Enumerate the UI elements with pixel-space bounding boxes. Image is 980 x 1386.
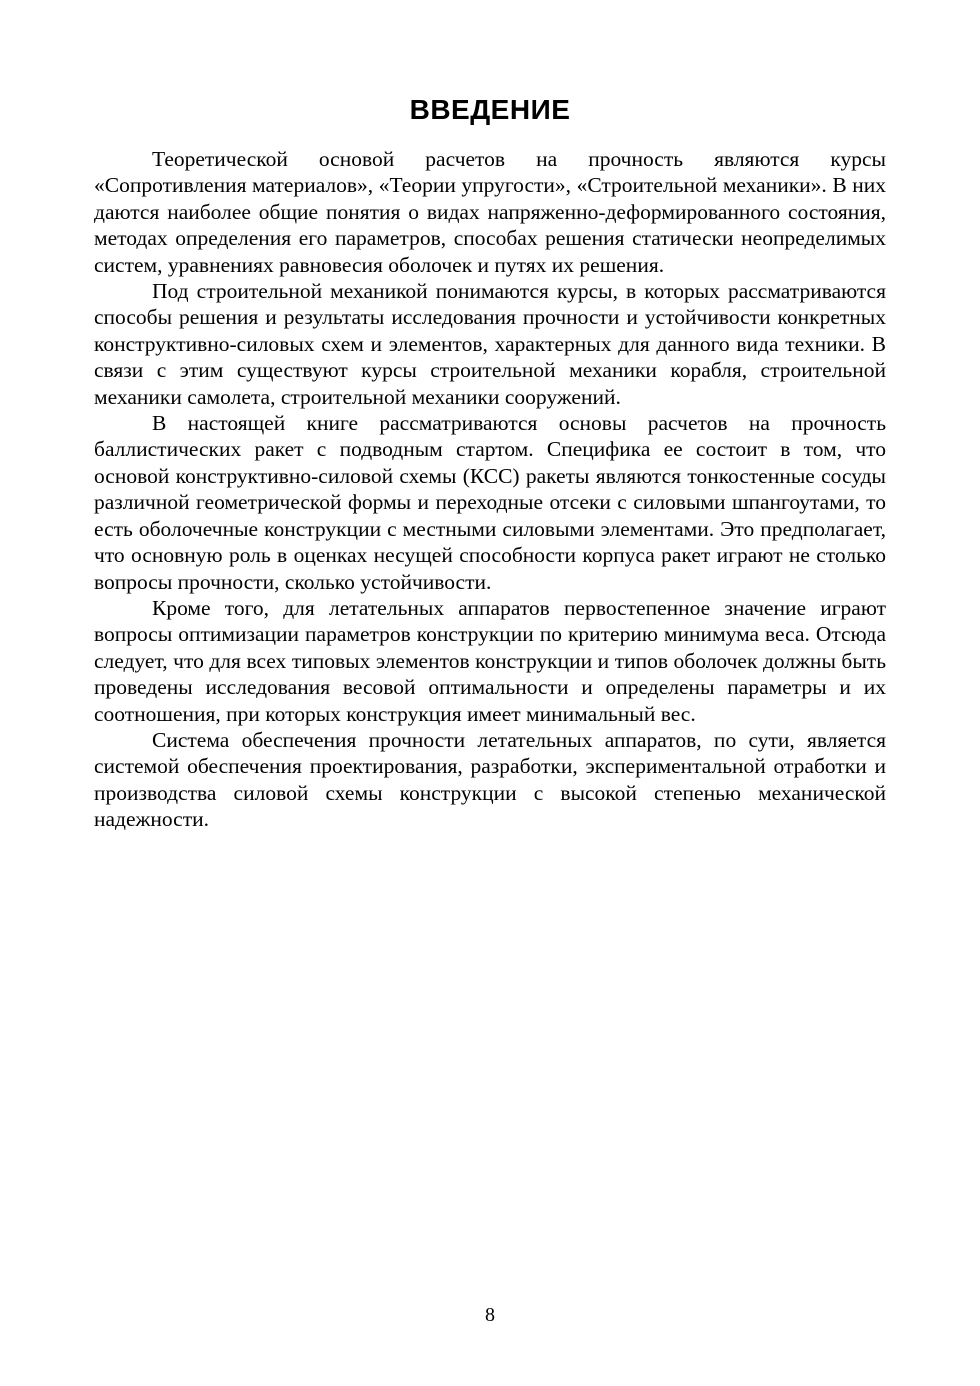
paragraph-5: Система обеспечения прочности летательных аппаратов, по сути, является системой обеспечения проектирования, разработки, экспериментальной отработки и производства силовой схемы конструкции с высокой степенью механической надежности. [94, 727, 886, 832]
page-title: ВВЕДЕНИЕ [409, 94, 571, 125]
paragraph-4: Кроме того, для летательных аппаратов первостепенное значение играют вопросы оптимизации параметров конструкции по критерию минимума веса. Отсюда следует, что для всех типовых элементов конструкции и типов оболочек должны быть проведены исследования весовой оптимальности и определены параметры и их соотношения, при которых конструкция имеет минимальный вес. [94, 595, 886, 726]
paragraph-3: В настоящей книге рассматриваются основы расчетов на прочность баллистических ракет с подводным стартом. Специфика ее состоит в том, что основой конструктивно-силовой схемы (КСС) ракеты являются тонкостенные сосуды различной геометрической формы и переходные отсеки с силовыми шпангоутами, то есть оболочечные конструкции с местными силовыми элементами. Это предполагает, что основную роль в оценках несущей способности корпуса ракет играют не столько вопросы прочности, сколько устойчивости. [94, 411, 886, 594]
body-text [94, 146, 886, 833]
page-number: 8 [485, 1304, 495, 1326]
paragraph-1: Теоретической основой расчетов на прочность являются курсы «Сопротивления материалов», «Теории упругости», «Строительной механики». В них даются наиболее общие понятия о видах напряженно-деформированного состояния, методах определения его параметров, способах решения статически неопределимых систем, уравнениях равновесия оболочек и путях их решения. [94, 147, 886, 277]
paragraph-2: Под строительной механикой понимаются курсы, в которых рассматриваются способы решения и результаты исследования прочности и устойчивости конкретных конструктивно-силовых схем и элементов, характерных для данного вида техники. В связи с этим существуют курсы строительной механики корабля, строительной механики самолета, строительной механики сооружений. [94, 279, 886, 409]
